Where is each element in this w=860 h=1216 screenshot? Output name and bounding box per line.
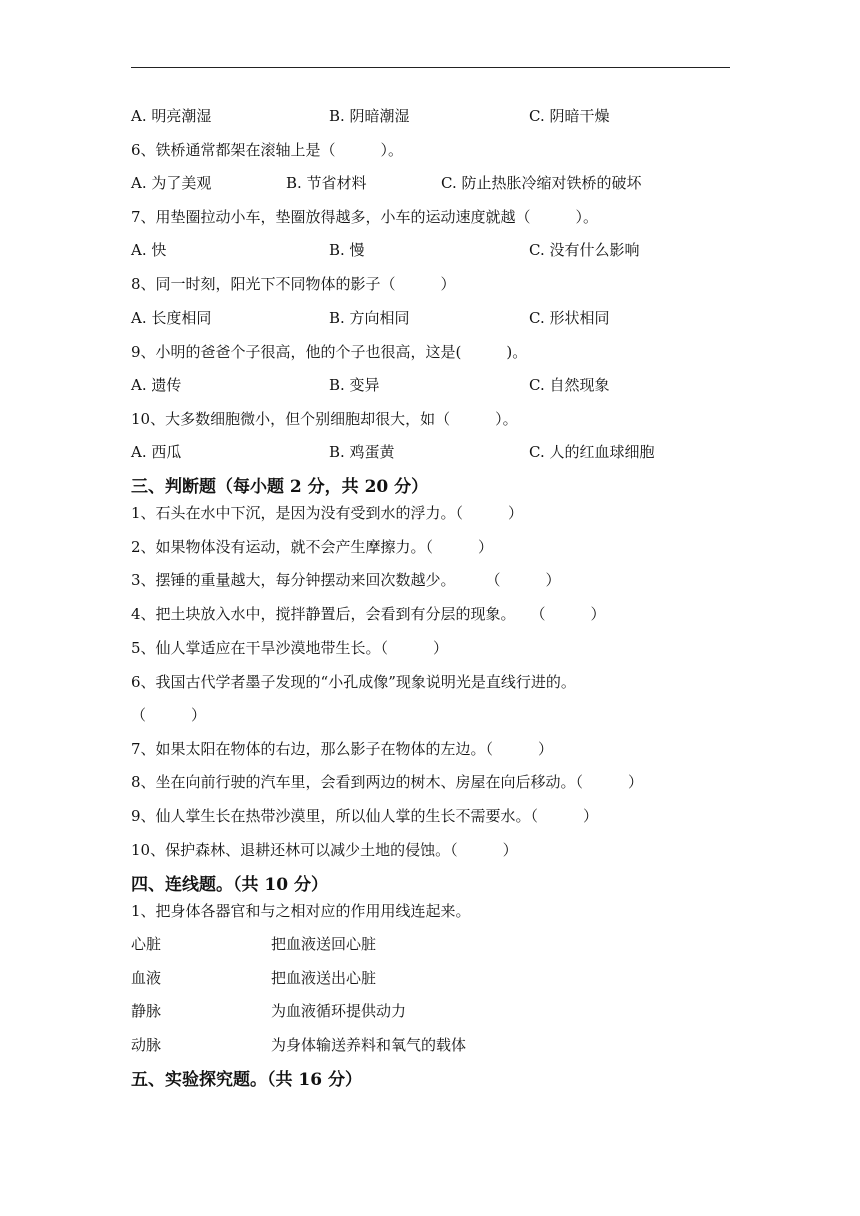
q10-option-a: A. 西瓜: [131, 443, 182, 461]
q10-option-b: B. 鸡蛋黄: [329, 443, 395, 461]
q7-option-a: A. 快: [131, 241, 167, 259]
q10-option-c: C. 人的红血球细胞: [529, 443, 655, 461]
section-3-heading: 三、判断题（每小题 2 分，共 20 分）: [131, 477, 429, 497]
matching-right-item: 把血液送回心脏: [271, 935, 377, 953]
q9-option-c: C. 自然现象: [529, 376, 610, 394]
header-rule: [131, 67, 730, 68]
q8-option-a: A. 长度相同: [131, 309, 212, 327]
judgment-item: 9、仙人掌生长在热带沙漠里，所以仙人掌的生长不需要水。（ ）: [131, 807, 599, 825]
judgment-item: 8、坐在向前行驶的汽车里，会看到两边的树木、房屋在向后移动。（ ）: [131, 773, 644, 791]
judgment-item: 7、如果太阳在物体的右边，那么影子在物体的左边。（ ）: [131, 740, 554, 758]
matching-right-item: 把血液送出心脏: [271, 969, 377, 987]
judgment-item: 10、保护森林、退耕还林可以减少土地的侵蚀。（ ）: [131, 841, 518, 859]
question-6: 6、铁桥通常都架在滚轴上是（ ）。: [131, 141, 404, 159]
section-5-heading: 五、实验探究题。（共 16 分）: [131, 1070, 362, 1090]
question-8: 8、同一时刻，阳光下不同物体的影子（ ）: [131, 275, 456, 293]
matching-left-item: 动脉: [131, 1036, 162, 1054]
q7-option-c: C. 没有什么影响: [529, 241, 640, 259]
q6-option-a: A. 为了美观: [131, 174, 212, 192]
matching-right-item: 为血液循环提供动力: [271, 1002, 407, 1020]
question-10: 10、大多数细胞微小，但个别细胞却很大，如（ ）。: [131, 410, 518, 428]
q6-option-b: B. 节省材料: [286, 174, 367, 192]
judgment-item: 1、石头在水中下沉，是因为没有受到水的浮力。（ ）: [131, 504, 524, 522]
judgment-item: 3、摆锤的重量越大，每分钟摆动来回次数越少。 （ ）: [131, 571, 561, 589]
section-4-heading: 四、连线题。（共 10 分）: [131, 875, 328, 895]
q9-option-b: B. 变异: [329, 376, 380, 394]
q5-option-c: C. 阴暗干燥: [529, 107, 610, 125]
matching-left-item: 心脏: [131, 935, 162, 953]
matching-left-item: 静脉: [131, 1002, 162, 1020]
matching-left-item: 血液: [131, 969, 162, 987]
matching-instruction: 1、把身体各器官和与之相对应的作用用线连起来。: [131, 902, 471, 920]
question-7: 7、用垫圈拉动小车，垫圈放得越多，小车的运动速度就越（ ）。: [131, 208, 599, 226]
q9-option-a: A. 遗传: [131, 376, 182, 394]
q8-option-c: C. 形状相同: [529, 309, 610, 327]
judgment-item: 4、把土块放入水中，搅拌静置后，会看到有分层的现象。 （ ）: [131, 605, 606, 623]
matching-right-item: 为身体输送养料和氧气的载体: [271, 1036, 467, 1054]
q8-option-b: B. 方向相同: [329, 309, 410, 327]
question-9: 9、小明的爸爸个子很高，他的个子也很高，这是( )。: [131, 343, 528, 361]
judgment-item: 6、我国古代学者墨子发现的“小孔成像”现象说明光是直线行进的。: [131, 673, 576, 691]
q6-option-c: C. 防止热胀冷缩对铁桥的破坏: [441, 174, 642, 192]
q7-option-b: B. 慢: [329, 241, 365, 259]
q5-option-a: A. 明亮潮湿: [131, 107, 212, 125]
judgment-item: 2、如果物体没有运动，就不会产生摩擦力。（ ）: [131, 538, 494, 556]
judgment-item-answer-blank: （ ）: [131, 706, 207, 724]
q5-option-b: B. 阴暗潮湿: [329, 107, 410, 125]
judgment-item: 5、仙人掌适应在干旱沙漠地带生长。（ ）: [131, 639, 449, 657]
